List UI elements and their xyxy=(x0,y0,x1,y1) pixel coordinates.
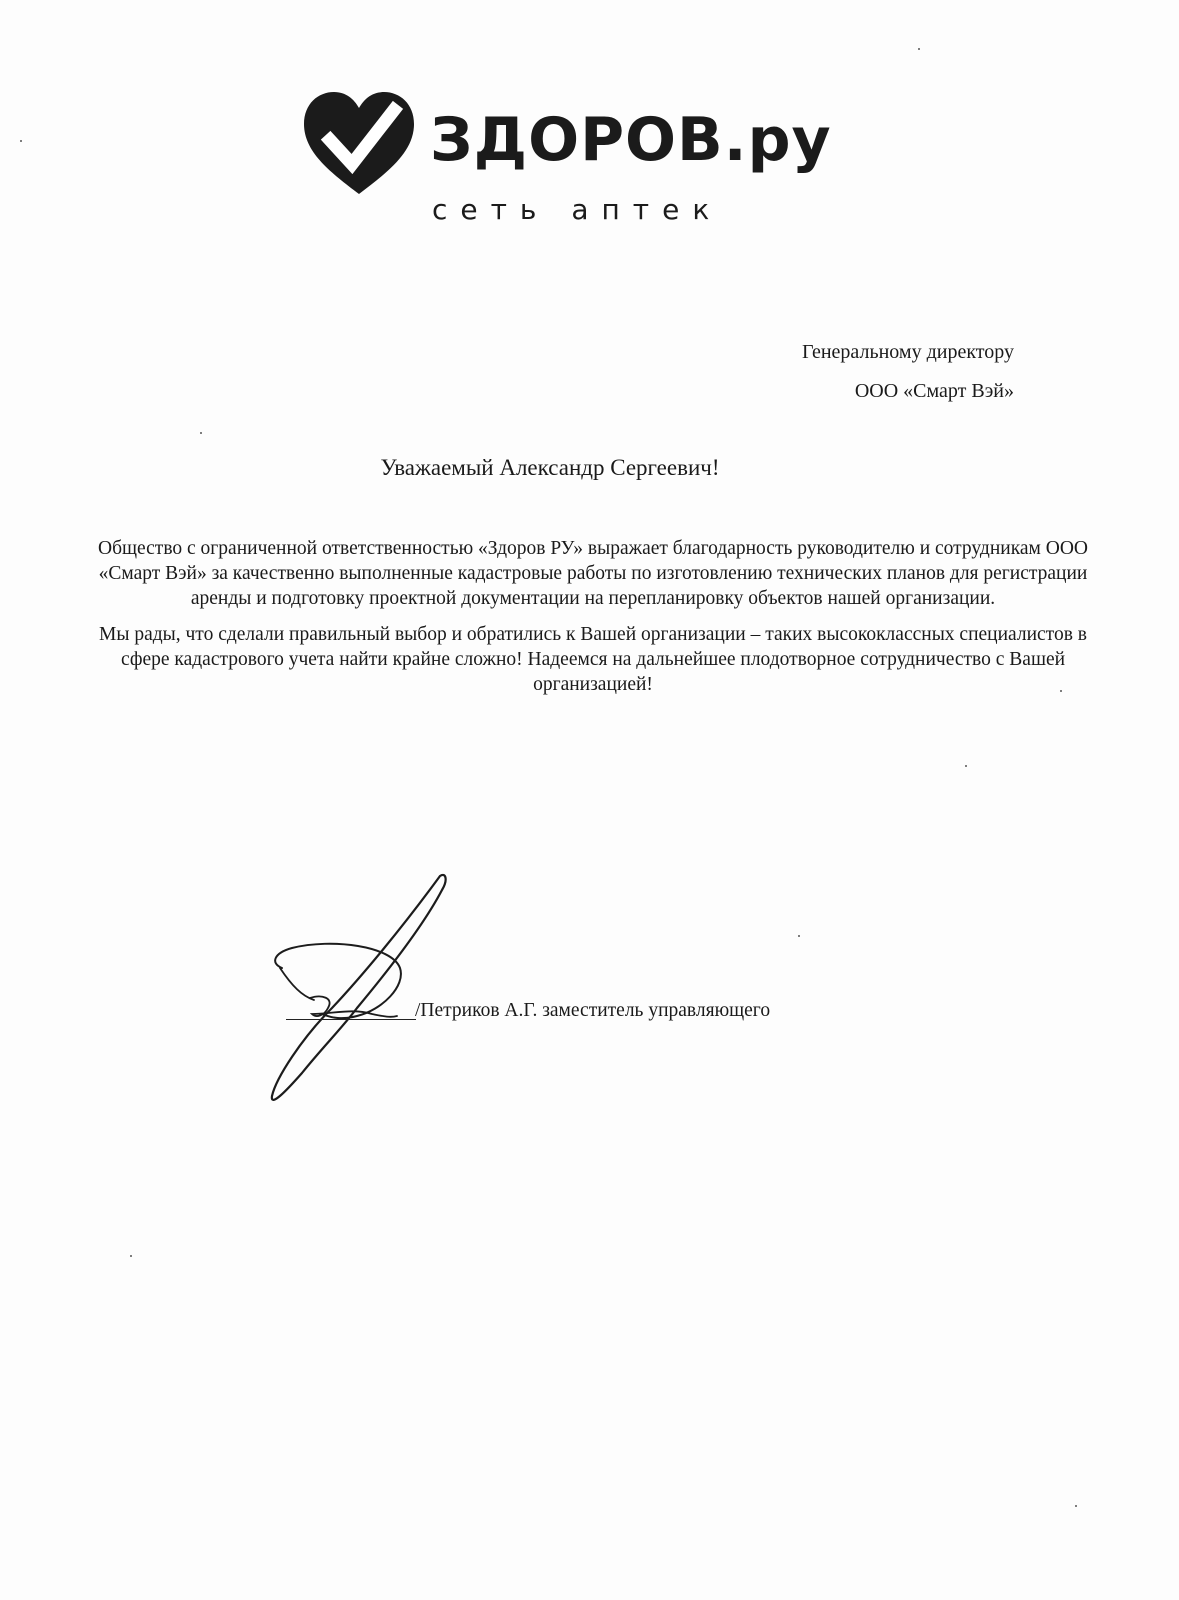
logo-tagline: сеть аптек xyxy=(432,193,723,226)
body-paragraph-1: Общество с ограниченной ответственностью «Здоров РУ» выражает благодарность руководителю и сотрудникам ООО «Смарт Вэй» за качественно выполненные кадастровые работы по изготовлению технических планов для регистрации аренды и подготовку проектной документации на перепланировку объектов нашей организации. xyxy=(97,538,1089,609)
heart-check-icon xyxy=(300,90,418,198)
scan-speck xyxy=(200,432,202,434)
greeting: Уважаемый Александр Сергеевич! xyxy=(380,455,720,480)
company-logo xyxy=(300,88,832,238)
signer-name: /Петриков А.Г. заместитель управляющего xyxy=(415,1000,771,1021)
addressee-block xyxy=(802,333,1014,411)
scan-speck xyxy=(130,1255,132,1257)
scan-speck xyxy=(918,48,920,50)
addressee-position: Генеральному директору xyxy=(801,341,1014,363)
scan-speck xyxy=(798,935,800,937)
scan-speck xyxy=(1075,1505,1077,1507)
signature-line xyxy=(286,1019,416,1020)
scan-speck xyxy=(1060,690,1062,692)
logo-brand-text: ЗДОРОВ.ру xyxy=(430,105,832,175)
body-paragraph-2: Мы рады, что сделали правильный выбор и обратились к Вашей организации – таких высококлассных специалистов в сфере кадастрового учета найти крайне сложно! Надеемся на дальнейшее плодотворное сотрудничество с Вашей организацией! xyxy=(99,624,1087,695)
handwritten-signature xyxy=(262,868,462,1108)
scan-speck xyxy=(20,140,22,142)
letter-body xyxy=(88,536,1098,708)
addressee-company: ООО «Смарт Вэй» xyxy=(854,380,1014,402)
scan-speck xyxy=(965,765,967,767)
